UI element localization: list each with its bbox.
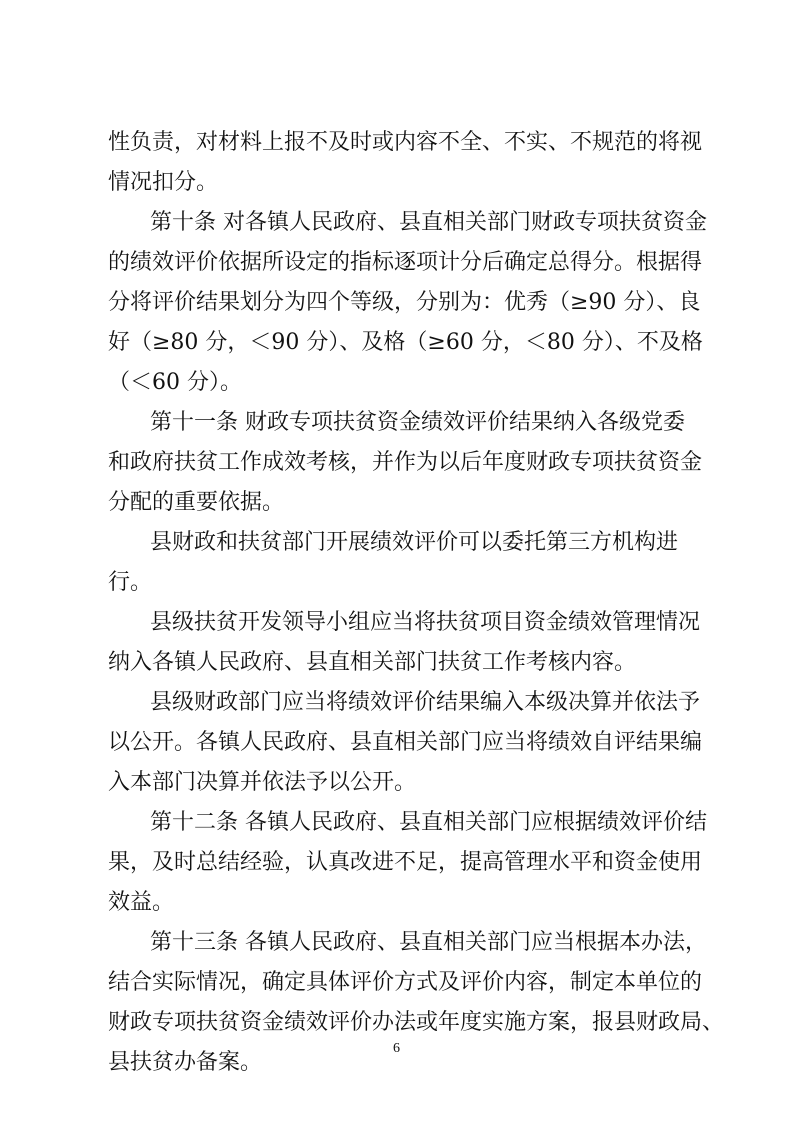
text-line: 以公开。各镇人民政府、县直相关部门应当将绩效自评结果编 [108,730,703,755]
text-line: 纳入各镇人民政府、县直相关部门扶贫工作考核内容。 [108,650,637,675]
text-line: 和政府扶贫工作成效考核，并作为以后年度财政专项扶贫资金 [108,450,703,475]
text-line: 的绩效评价依据所设定的指标逐项计分后确定总得分。根据得 [108,250,703,275]
text-line: 县扶贫办备案。 [108,1050,263,1075]
text-line: 第十条 对各镇人民政府、县直相关部门财政专项扶贫资金 [150,210,707,235]
text-line: 财政专项扶贫资金绩效评价办法或年度实施方案，报县财政局、 [108,1010,725,1035]
text-line: 好（≥80 分，＜90 分）、及格（≥60 分，＜80 分）、不及格 [108,330,703,355]
text-line: 第十三条 各镇人民政府、县直相关部门应当根据本办法， [150,930,707,955]
text-line: 县财政和扶贫部门开展绩效评价可以委托第三方机构进 [150,530,679,555]
text-line: （＜60 分）。 [108,370,242,395]
text-line: 果，及时总结经验，认真改进不足，提高管理水平和资金使用 [108,850,703,875]
text-line: 结合实际情况，确定具体评价方式及评价内容，制定本单位的 [108,970,703,995]
text-line: 效益。 [108,890,175,915]
text-line: 县级财政部门应当将绩效评价结果编入本级决算并依法予 [150,690,701,715]
text-line: 分配的重要依据。 [108,490,285,515]
text-line: 性负责，对材料上报不及时或内容不全、不实、不规范的将视 [108,130,703,155]
text-line: 入本部门决算并依法予以公开。 [108,770,417,795]
text-line: 县级扶贫开发领导小组应当将扶贫项目资金绩效管理情况 [150,610,701,635]
page-number: 6 [393,1041,400,1056]
text-line: 行。 [108,570,153,595]
text-line: 第十二条 各镇人民政府、县直相关部门应根据绩效评价结 [150,810,707,835]
text-line: 分将评价结果划分为四个等级，分别为：优秀（≥90 分）、良 [108,290,701,315]
text-line: 情况扣分。 [108,170,219,195]
text-line: 第十一条 财政专项扶贫资金绩效评价结果纳入各级党委 [150,410,685,435]
